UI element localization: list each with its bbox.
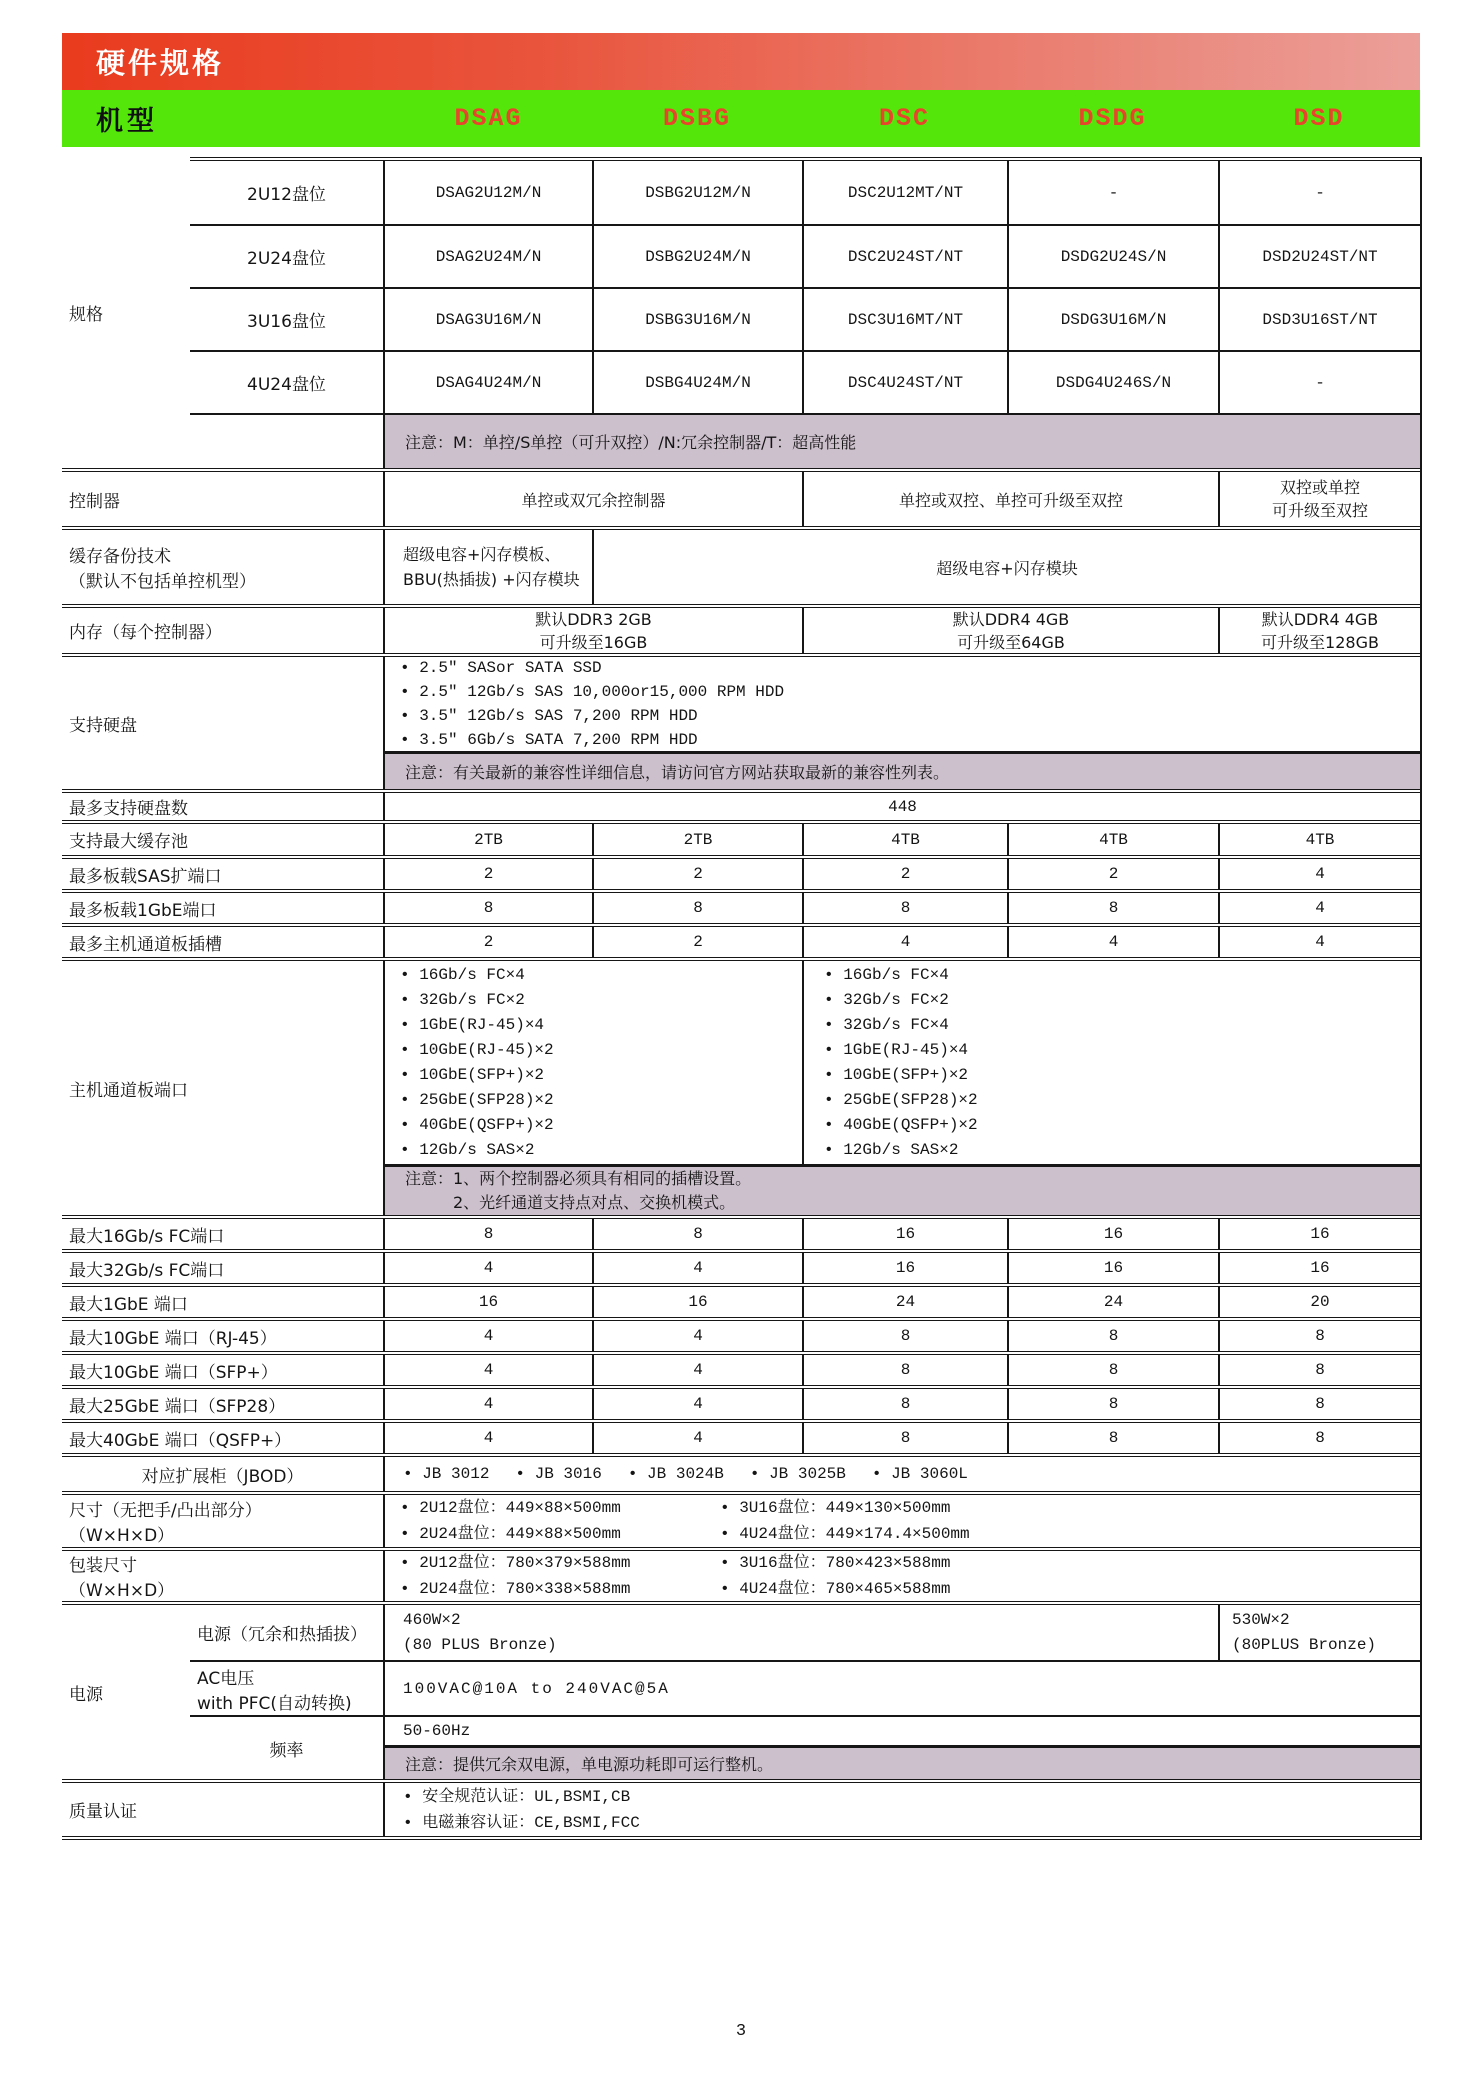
value-cell: 4 [802, 927, 1007, 957]
model-cell: DSC2U24ST/NT [802, 226, 1007, 287]
port-item: • 12Gb/s SAS×2 [400, 1140, 535, 1159]
value-cell: 16 [1218, 1253, 1420, 1283]
model-cell: - [1218, 161, 1420, 224]
value-cell: 2 [483, 933, 494, 951]
value-cell: 4 [592, 1423, 802, 1453]
row-label: 最大16Gb/s FC端口 [62, 1219, 385, 1249]
host-ports-list-left [385, 961, 802, 1164]
frequency-value: 50-60Hz [403, 1722, 471, 1740]
value-cell: 4 [592, 1389, 802, 1419]
value-cell: 4TB [1218, 824, 1420, 855]
value-cell: 2 [592, 859, 802, 889]
model-cell: DSAG2U12M/N [435, 183, 542, 202]
cache-backup-label: 缓存备份技术 （默认不包括单控机型） [62, 530, 385, 604]
cache-backup-span: 超级电容+闪存模块 [592, 530, 1420, 604]
controller-label: 控制器 [62, 472, 385, 526]
value-cell: 16 [802, 1219, 1007, 1249]
page-title: 硬件规格 [96, 46, 225, 80]
spec-group-label: 规格 [69, 305, 103, 325]
value-cell: 16 [1218, 1219, 1420, 1249]
value-cell: 20 [1218, 1287, 1420, 1317]
section-title-banner [62, 33, 1420, 90]
dimensions-label: 尺寸（无把手/凸出部分） （W×H×D） [62, 1495, 385, 1547]
sas-expansion-row [62, 859, 1420, 893]
value-cell: 4 [592, 1253, 802, 1283]
max-16gb-fc-row [62, 1219, 1420, 1253]
port-item: • 1GbE(RJ-45)×4 [400, 1015, 545, 1034]
quality-cert-row [62, 1783, 1420, 1840]
value-cell: 8 [483, 899, 494, 917]
disk-support-row [62, 657, 1420, 793]
port-item: • 12Gb/s SAS×2 [824, 1140, 959, 1159]
model-cell: DSBG2U24M/N [592, 226, 802, 287]
cache-pool-label: 支持最大缓存池 [62, 824, 385, 855]
model-cell: DSAG2U24M/N [435, 247, 542, 266]
model-cell: DSDG4U246S/N [1007, 352, 1218, 413]
model-cell: DSBG2U12M/N [592, 161, 802, 224]
jbod-item: • JB 3024B [627, 1465, 724, 1483]
value-cell: 8 [802, 893, 1007, 923]
package-dimensions-values: • 2U12盘位：780×379×588mm • 3U16盘位：780×423×588mm • 2U24盘位：780×338×588mm • 4U24盘位：780×465×588mm [400, 1554, 951, 1598]
model-cell: DSDG3U16M/N [1007, 289, 1218, 350]
controller-dsag-dsbg: 单控或双冗余控制器 [521, 490, 666, 510]
model-head-dsdg: DSDG [1078, 104, 1147, 133]
memory-dsd: 默认DDR4 4GB 可升级至128GB [1218, 608, 1420, 653]
package-dimensions-label: 包装尺寸 （W×H×D） [62, 1551, 385, 1601]
value-cell: 4 [592, 1321, 802, 1351]
psu-label: 电源（冗余和热插拔） [190, 1605, 385, 1660]
spec-row-2u12 [190, 161, 1420, 224]
row-label: 最大1GbE 端口 [62, 1287, 385, 1317]
model-cell: DSDG2U24S/N [1007, 226, 1218, 287]
hostboard-slots-row [62, 927, 1420, 961]
value-cell: 2 [1007, 859, 1218, 889]
sas-expansion-label: 最多板载SAS扩端口 [62, 859, 385, 889]
max-40gbe-row [62, 1423, 1420, 1457]
value-cell: 8 [1218, 1355, 1420, 1385]
cert-item: • 电磁兼容认证：CE,BSMI,FCC [403, 1813, 640, 1832]
port-item: • 10GbE(RJ-45)×2 [400, 1040, 554, 1059]
spec-row-3u16 [190, 287, 1420, 350]
model-head-dsc: DSC [878, 104, 930, 133]
jbod-item: • JB 3025B [749, 1465, 846, 1483]
value-cell: 2 [483, 865, 494, 883]
spec-note-row [190, 413, 1420, 468]
spec-row-label: 4U24盘位 [190, 352, 385, 413]
value-cell: 4TB [802, 824, 1007, 855]
spec-row-2u24 [190, 224, 1420, 287]
hostboard-slots-label: 最多主机通道板插槽 [62, 927, 385, 957]
model-cell: DSAG3U16M/N [435, 310, 542, 329]
port-item: • 10GbE(SFP+)×2 [824, 1065, 969, 1084]
model-cell: - [1218, 352, 1420, 413]
jbod-label: 对应扩展柜（JBOD） [62, 1457, 385, 1491]
page-number: 3 [735, 2022, 747, 2041]
host-ports-label: 主机通道板端口 [62, 961, 385, 1215]
memory-dsc-dsdg: 默认DDR4 4GB 可升级至64GB [802, 608, 1218, 653]
memory-dsag-dsbg: 默认DDR3 2GB 可升级至16GB [535, 609, 652, 652]
port-item: • 40GbE(QSFP+)×2 [824, 1115, 978, 1134]
quality-cert-label: 质量认证 [62, 1783, 385, 1836]
disk-item: • 2.5" 12Gb/s SAS 10,000or15,000 RPM HDD [400, 683, 785, 701]
value-cell: 4 [1007, 927, 1218, 957]
port-item: • 25GbE(SFP28)×2 [400, 1090, 554, 1109]
spec-row-4u24 [190, 350, 1420, 413]
disk-note: 注意：有关最新的兼容性详细信息，请访问官方网站获取最新的兼容性列表。 [385, 754, 1420, 789]
model-head-dsag: DSAG [454, 104, 523, 133]
port-item: • 32Gb/s FC×2 [824, 990, 949, 1009]
memory-label: 内存（每个控制器） [62, 608, 385, 653]
disk-item: • 3.5" 12Gb/s SAS 7,200 RPM HDD [400, 707, 698, 725]
value-cell: 4 [592, 1355, 802, 1385]
dimensions-row [62, 1495, 1420, 1551]
model-cell: DSC2U12MT/NT [802, 161, 1007, 224]
value-cell: 4 [1218, 927, 1420, 957]
max-32gb-fc-row [62, 1253, 1420, 1287]
value-cell: 16 [802, 1253, 1007, 1283]
row-label: 最大32Gb/s FC端口 [62, 1253, 385, 1283]
port-item: • 16Gb/s FC×4 [400, 965, 525, 984]
port-item: • 32Gb/s FC×2 [400, 990, 525, 1009]
power-group-label: 电源 [69, 1684, 103, 1705]
model-cell: DSAG4U24M/N [435, 373, 542, 392]
spec-note: 注意：M：单控/S单控（可升双控）/N:冗余控制器/T：超高性能 [385, 415, 1420, 468]
jbod-item: • JB 3060L [871, 1465, 968, 1483]
dimensions-values: • 2U12盘位：449×88×500mm • 3U16盘位：449×130×500mm • 2U24盘位：449×88×500mm • 4U24盘位：449×174.4×500mm [400, 1499, 970, 1543]
value-cell: 24 [802, 1287, 1007, 1317]
value-cell: 8 [1007, 893, 1218, 923]
value-cell: 16 [592, 1287, 802, 1317]
controller-dsc-dsdg: 单控或双控、单控可升级至双控 [802, 472, 1218, 526]
value-cell: 8 [592, 1219, 802, 1249]
psu-dsd-value: 530W×2 (80PLUS Bronze) [1218, 1605, 1420, 1660]
model-head-dsbg: DSBG [662, 104, 731, 133]
value-cell: 2 [802, 859, 1007, 889]
model-cell: DSD3U16ST/NT [1218, 289, 1420, 350]
value-cell: 24 [1007, 1287, 1218, 1317]
host-ports-row [62, 961, 1420, 1219]
value-cell: 8 [1007, 1355, 1218, 1385]
quality-cert-list [385, 1783, 1420, 1836]
port-item: • 25GbE(SFP28)×2 [824, 1090, 978, 1109]
value-cell: 16 [1007, 1253, 1218, 1283]
controller-row [62, 472, 1420, 530]
cache-backup-row [62, 530, 1420, 608]
max-drives-label: 最多支持硬盘数 [62, 793, 385, 820]
jbod-item: • JB 3012 [403, 1465, 490, 1483]
power-section-row [62, 1605, 1420, 1783]
value-cell: 8 [802, 1389, 1007, 1419]
jbod-row [62, 1457, 1420, 1495]
max-drives-row [62, 793, 1420, 824]
model-cell: DSD2U24ST/NT [1218, 226, 1420, 287]
value-cell: 8 [1218, 1389, 1420, 1419]
max-drives-value: 448 [888, 797, 917, 816]
max-10gbe-rj45-row [62, 1321, 1420, 1355]
max-25gbe-row [62, 1389, 1420, 1423]
frequency-row [190, 1715, 1420, 1779]
model-cell: DSC3U16MT/NT [802, 289, 1007, 350]
value-cell: 8 [802, 1355, 1007, 1385]
model-row-label: 机型 [96, 106, 158, 137]
model-head-dsd: DSD [1293, 104, 1345, 133]
model-cell: DSBG3U16M/N [592, 289, 802, 350]
value-cell: 8 [802, 1321, 1007, 1351]
value-cell: 2 [592, 927, 802, 957]
value-cell: 4 [1218, 893, 1420, 923]
row-label: 最大10GbE 端口（SFP+） [62, 1355, 385, 1385]
ac-voltage-row [190, 1660, 1420, 1715]
controller-dsd: 双控或单控 可升级至双控 [1218, 472, 1420, 526]
package-dimensions-row [62, 1551, 1420, 1605]
value-cell: 8 [1218, 1321, 1420, 1351]
value-cell: 4 [483, 1259, 494, 1277]
spec-section-row [62, 157, 1420, 472]
value-cell: 4 [1218, 859, 1420, 889]
max-1gbe-row [62, 1287, 1420, 1321]
value-cell: 2TB [592, 824, 802, 855]
ac-voltage-label: AC电压 with PFC(自动转换) [190, 1662, 385, 1715]
model-cell: DSBG4U24M/N [592, 352, 802, 413]
empty-cell [190, 415, 385, 468]
cache-pool-row [62, 824, 1420, 859]
port-item: • 10GbE(SFP+)×2 [400, 1065, 545, 1084]
value-cell: 8 [802, 1423, 1007, 1453]
onboard-gbe-label: 最多板载1GbE端口 [62, 893, 385, 923]
port-item: • 1GbE(RJ-45)×4 [824, 1040, 969, 1059]
row-label: 最大25GbE 端口（SFP28） [62, 1389, 385, 1419]
spec-table [62, 157, 1422, 1840]
psu-row [190, 1605, 1420, 1660]
value-cell: 4 [483, 1395, 494, 1413]
host-ports-note: 注意：1、两个控制器必须具有相同的插槽设置。 2、光纤通道支持点对点、交换机模式。 [385, 1167, 1420, 1215]
value-cell: 8 [483, 1225, 494, 1243]
port-item: • 32Gb/s FC×4 [824, 1015, 949, 1034]
spec-row-label: 2U24盘位 [190, 226, 385, 287]
disk-item: • 3.5" 6Gb/s SATA 7,200 RPM HDD [400, 731, 698, 749]
port-item: • 40GbE(QSFP+)×2 [400, 1115, 554, 1134]
value-cell: 4TB [1007, 824, 1218, 855]
onboard-gbe-row [62, 893, 1420, 927]
jbod-list [385, 1457, 1420, 1491]
disk-type-list [385, 657, 1420, 754]
frequency-label: 频率 [190, 1717, 385, 1779]
host-ports-list-right [802, 961, 1420, 1164]
disk-support-label: 支持硬盘 [62, 657, 385, 789]
psu-main-value: 460W×2 (80 PLUS Bronze) [403, 1610, 557, 1654]
model-header-bar [62, 90, 1420, 147]
value-cell: 8 [1218, 1423, 1420, 1453]
value-cell: 16 [1007, 1219, 1218, 1249]
value-cell: 16 [478, 1293, 499, 1311]
cert-item: • 安全规范认证：UL,BSMI,CB [403, 1787, 631, 1806]
value-cell: 8 [1007, 1321, 1218, 1351]
value-cell: 4 [483, 1361, 494, 1379]
spec-row-label: 3U16盘位 [190, 289, 385, 350]
memory-row [62, 608, 1420, 657]
value-cell: 8 [592, 893, 802, 923]
value-cell: 8 [1007, 1423, 1218, 1453]
power-note: 注意：提供冗余双电源，单电源功耗即可运行整机。 [385, 1745, 1420, 1779]
value-cell: 8 [1007, 1389, 1218, 1419]
disk-item: • 2.5" SASor SATA SSD [400, 659, 602, 677]
value-cell: 2TB [474, 830, 503, 849]
spec-row-label: 2U12盘位 [190, 161, 385, 224]
value-cell: 4 [483, 1327, 494, 1345]
port-item: • 16Gb/s FC×4 [824, 965, 949, 984]
ac-voltage-value: 100VAC@10A to 240VAC@5A [403, 1679, 670, 1698]
row-label: 最大40GbE 端口（QSFP+） [62, 1423, 385, 1453]
value-cell: 4 [483, 1429, 494, 1447]
max-10gbe-sfp-row [62, 1355, 1420, 1389]
jbod-item: • JB 3016 [515, 1465, 602, 1483]
cache-backup-dsag: 超级电容+闪存模板、BBU(热插拔) +闪存模块 [403, 545, 580, 589]
model-cell: DSC4U24ST/NT [802, 352, 1007, 413]
model-cell: - [1007, 161, 1218, 224]
row-label: 最大10GbE 端口（RJ-45） [62, 1321, 385, 1351]
